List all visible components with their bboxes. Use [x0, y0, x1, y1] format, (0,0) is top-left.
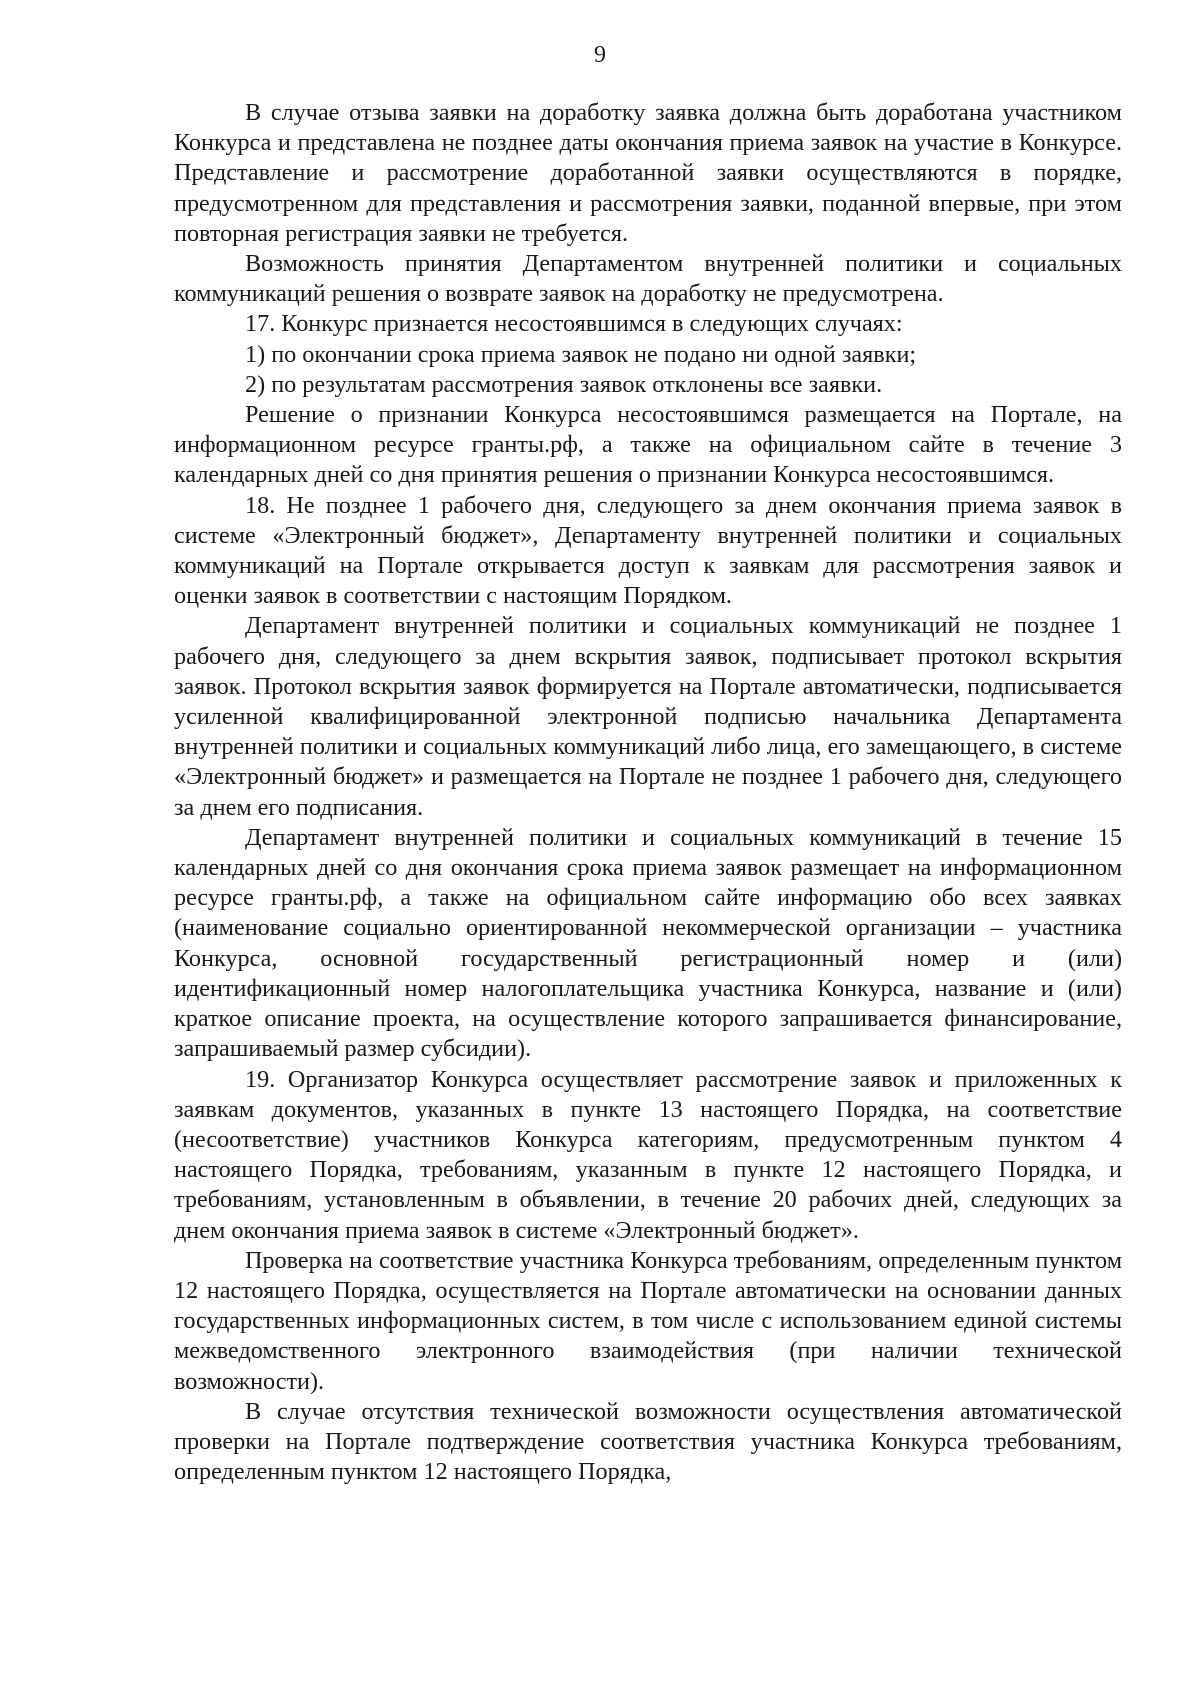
- paragraph-item-17-case-2: 2) по результатам рассмотрения заявок отклонены все заявки.: [245, 370, 883, 398]
- paragraph-recall-revision: В случае отзыва заявки на доработку заявка должна быть доработана участником Конкурса и представлена не позднее даты окончания приема заявок на участие в Конкурсе. Представление и рассмотрение доработанной заявки осуществляются в порядке, предусмотренном для представления и рассмотрения заявки, поданной впервые, при этом повторная регистрация заявки не требуется.: [174, 99, 1122, 247]
- paragraph-applications-info: Департамент внутренней политики и социальных коммуникаций в течение 15 календарных дней со дня окончания срока приема заявок размещает на информационном ресурсе гранты.рф, а также на официальном сайте информацию обо всех заявках (наименование социально ориентированной некоммерческой организации – участника Конкурса, основной государственный регистрационный номер и (или) идентификационный номер налогоплательщика участника Конкурса, название и (или) краткое описание проекта, на осуществление которого запрашивается финансирование, запрашиваемый размер субсидии).: [174, 823, 1122, 1063]
- paragraph-item-17: 17. Конкурс признается несостоявшимся в следующих случаях:: [245, 310, 903, 338]
- page-number: 9: [594, 42, 606, 68]
- paragraph-manual-check: В случае отсутствия технической возможности осуществления автоматической проверки на Портале подтверждение соответствия участника Конкурса требованиям, определенным пунктом 12 настоящего Порядка,: [174, 1397, 1122, 1486]
- document-body: [174, 98, 1122, 1487]
- paragraph-failed-contest-publication: Решение о признании Конкурса несостоявшимся размещается на Портале, на информационном ресурсе гранты.рф, а также на официальном сайте в течение 3 календарных дней со дня принятия решения о признании Конкурса несостоявшимся.: [174, 401, 1122, 489]
- paragraph-item-18: 18. Не позднее 1 рабочего дня, следующего за днем окончания приема заявок в системе «Электронный бюджет», Департаменту внутренней политики и социальных коммуникаций на Портале открывается доступ к заявкам для рассмотрения заявок и оценки заявок в соответствии с настоящим Порядком.: [174, 491, 1122, 610]
- paragraph-item-17-case-1: 1) по окончании срока приема заявок не подано ни одной заявки;: [245, 340, 917, 368]
- paragraph-opening-protocol: Департамент внутренней политики и социальных коммуникаций не позднее 1 рабочего дня, следующего за днем вскрытия заявок, подписывает протокол вскрытия заявок. Протокол вскрытия заявок формируется на Портале автоматически, подписывается усиленной квалифицированной электронной подписью начальника Департамента внутренней политики и социальных коммуникаций либо лица, его замещающего, в системе «Электронный бюджет» и размещается на Портале не позднее 1 рабочего дня, следующего за днем его подписания.: [174, 612, 1122, 821]
- paragraph-item-19: 19. Организатор Конкурса осуществляет рассмотрение заявок и приложенных к заявкам документов, указанных в пункте 13 настоящего Порядка, на соответствие (несоответствие) участников Конкурса категориям, предусмотренным пунктом 4 настоящего Порядка, требованиям, указанным в пункте 12 настоящего Порядка, и требованиям, установленным в объявлении, в течение 20 рабочих дней, следующих за днем окончания приема заявок в системе «Электронный бюджет».: [174, 1065, 1122, 1244]
- paragraph-return-not-allowed: Возможность принятия Департаментом внутренней политики и социальных коммуникаций решения о возврате заявок на доработку не предусмотрена.: [174, 250, 1122, 308]
- paragraph-automatic-check: Проверка на соответствие участника Конкурса требованиям, определенным пунктом 12 настоящего Порядка, осуществляется на Портале автоматически на основании данных государственных информационных систем, в том числе с использованием единой системы межведомственного электронного взаимодействия (при наличии технической возможности).: [174, 1246, 1122, 1395]
